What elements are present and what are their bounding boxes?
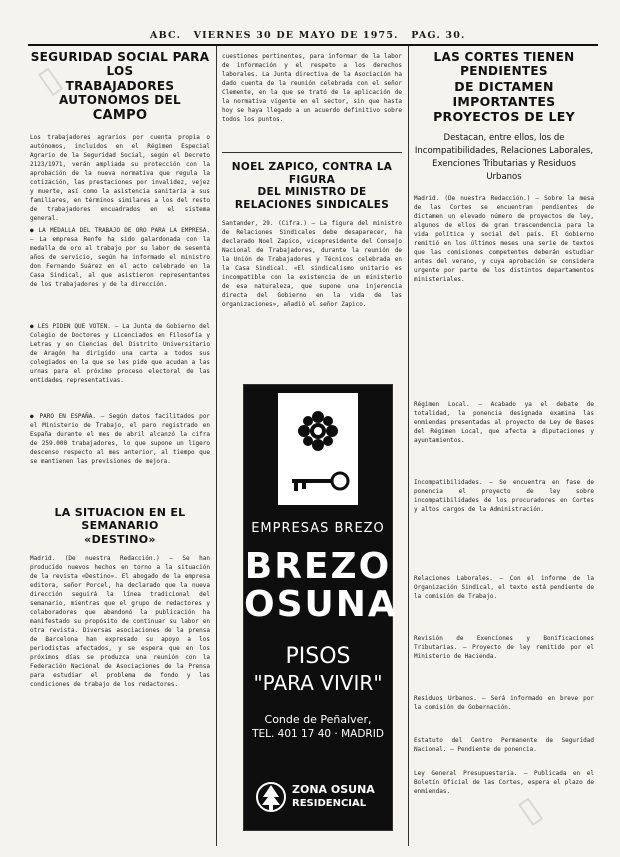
cortes-section: Relaciones Laborales. — Con el informe de la Organización Sindical, el texto está pendiente de la comisión de Trabajo. [414,574,594,600]
middle-column [222,46,402,381]
ad-footer [256,777,380,817]
page-number: PAG. 30. [411,30,466,41]
cortes-section: Estatuto del Centro Permanente de Seguridad Nacional. — Pendiente de ponencia. [414,736,594,753]
ad-phone: TEL. 401 17 40 · MADRID [252,728,384,740]
ad-address: Conde de Peñalver, [264,713,372,726]
news-brief: ● LA MEDALLA DEL TRABAJO DE ORO PARA LA EMPRESA. — La empresa Renfe ha sido galardonada con la medalla de oro al trabajo por su labor de sesenta años de servicio, según ha informado el ministro don Fernando Suárez en el acto celebrado en la Casa Sindical, al que asistieron representantes de los trabajadores y de la dirección. [30,227,210,289]
ad-company: EMPRESAS BREZO [251,521,385,536]
cortes-subhead: Destacan, entre ellos, los de Incompatibilidades, Relaciones Laborales, Exenciones Tributarias y Residuos Urbanos [414,132,594,182]
publication-name: ABC. [150,30,182,41]
flower-key-icon [244,385,392,515]
zapico-headline [222,161,402,211]
cortes-section: Ley General Presupuestaria. — Publicada en el Boletín Oficial de las Cortes, espera el plazo de enmiendas. [414,769,594,795]
cortes-headline [414,50,594,124]
column-separator-left [216,46,217,846]
left-headline-line: CAMPO [92,107,148,123]
watermark-mark: ▯ [510,788,549,832]
destino-headline-line: LA SITUACION EN EL SEMANARIO [54,506,186,533]
ad-logo-text: ZONA OSUNA [292,783,375,796]
left-headline-line: SEGURIDAD SOCIAL PARA LOS [30,50,210,79]
running-head [150,30,466,44]
column-separator-right [408,46,409,846]
tree-logo-icon [256,779,286,815]
cortes-headline-line: DE DICTAMEN IMPORTANTES [452,78,556,109]
zapico-headline-line: DEL MINISTRO DE RELACIONES SINDICALES [234,186,390,211]
ad-brand-line: BREZO [244,546,392,587]
destino-headline [30,506,210,546]
middle-intro: cuestiones pertinentes, para informar de la labor de información y el respeto a los derechos laborales. La Junta directiva de la Asociación ha dado cuenta de la reunión celebrada con el señor Clemente, en la que se trató de la aplicación de la normativa vigente en el sector, sin que hasta hoy se haya llegado a un acuerdo definitivo sobre todos los puntos. [222,53,402,123]
news-brief: ● PARO EN ESPAÑA. — Según datos facilitados por el Ministerio de Trabajo, el paro registrado en España durante el mes de abril alcanzó la cifra de 259.000 trabajadores, lo que supone un ligero descenso respecto al mes anterior, al tiempo que se mantienen las previsiones de mejora. [30,413,210,466]
ad-brand-line: OSUNA [244,584,398,625]
cortes-headline-line: PROYECTOS DE LEY [433,108,575,124]
brezo-osuna-advertisement [243,384,398,831]
left-body: Los trabajadores agrarios por cuenta propia o autónomos, incluidos en el Régimen Especial Agrario de la Seguridad Social, según el Decreto 2123/1971, verán ampliada su protección con la aprobación de la nueva normativa que regula la cotización, las prestaciones por invalidez, vejez y muerte, así como la asistencia sanitaria a sus familiares, en términos similares a los del resto de trabajadores encuadrados en el sistema general. [30,134,210,223]
cortes-body: Madrid. (De nuestra Redacción.) — Sobre la mesa de las Cortes se encuentran pendientes de dictamen un elevado número de proyectos de ley, algunos de ellos de gran trascendencia para la vida política y social del país. El Gobierno remitió en los últimos meses una serie de textos que las comisiones competentes deberán estudiar antes del verano, y cuya aprobación se considera urgente por parte de los distintos departamentos ministeriales. [414,194,594,283]
watermark-mark: ▯ [30,58,69,102]
left-headline-line: TRABAJADORES AUTONOMOS DEL [59,78,181,108]
cortes-section: Incompatibilidades. — Se encuentra en fase de ponencia el proyecto de ley sobre incompatibilidades de los procuradores en Cortes y altos cargos de la Administración. [414,478,594,513]
news-brief: ● LES PIDEN QUE VOTEN. — La Junta de Gobierno del Colegio de Doctores y Licenciados en Filosofía y Letras y en Ciencias del Distrito Universitario de Aragón ha dirigido una carta a todos sus colegiados en la que se les pide que acudan a las urnas para el próximo proceso electoral de las entidades representativas. [30,323,210,385]
zapico-headline-line: NOEL ZAPICO, CONTRA LA FIGURA [231,161,393,186]
ad-tagline: "PARA VIVIR" [253,671,383,695]
right-column [414,46,594,805]
ad-logo-text: RESIDENCIAL [292,798,367,809]
destino-body: Madrid. (De nuestra Redacción.) — Se han producido nuevos hechos en torno a la situación de la revista «Destino». El abogado de la empresa editora, señor Porcel, ha declarado que la nueva dirección seguirá la línea tradicional del semanario, mientras que el grupo de redactores y colaboradores que abandonó la publicación ha manifestado su propósito de continuar su labor en otra revista. Diversas asociaciones de la prensa de Barcelona han expresado su apoyo a los periodistas afectados, y se espera que en los próximos días se produzca una reunión con la Federación Nacional de Asociaciones de la Prensa para estudiar el problema de fondo y las condiciones de trabajo de los redactores. [30,554,210,688]
zapico-body: Santander, 29. (Cifra.) — La figura del ministro de Relaciones Sindicales debe desaparecer, ha declarado Noel Zapico, vicepresidente del Consejo Nacional de Trabajadores, durante la reunión de la Unión de Trabajadores y Técnicos celebrada en la Casa Sindical. «El sindicalismo unitario es incompatible con la existencia de un ministerio de esa naturaleza, que supone una injerencia directa del Gobierno en la vida de las organizaciones», añadió el señor Zapico. [222,220,402,309]
ad-tagline: PISOS [285,644,351,669]
left-column [30,46,210,779]
destino-headline-line: «DESTINO» [84,532,156,546]
middle-divider [222,152,402,153]
cortes-section: Residuos Urbanos. — Será informado en breve por la comisión de Gobernación. [414,694,594,711]
cortes-headline-line: LAS CORTES TIENEN PENDIENTES [433,50,575,79]
cortes-section: Régimen Local. — Acabado ya el debate de totalidad, la ponencia designada examina las enmiendas presentadas al proyecto de Ley de Bases del Régimen Local, que afecta a diputaciones y ayuntamientos. [414,400,594,444]
cortes-section: Revisión de Exenciones y Bonificaciones Tributarias. — Proyecto de ley remitido por el Ministerio de Hacienda. [414,634,594,660]
dateline: VIERNES 30 DE MAYO DE 1975. [193,30,399,41]
